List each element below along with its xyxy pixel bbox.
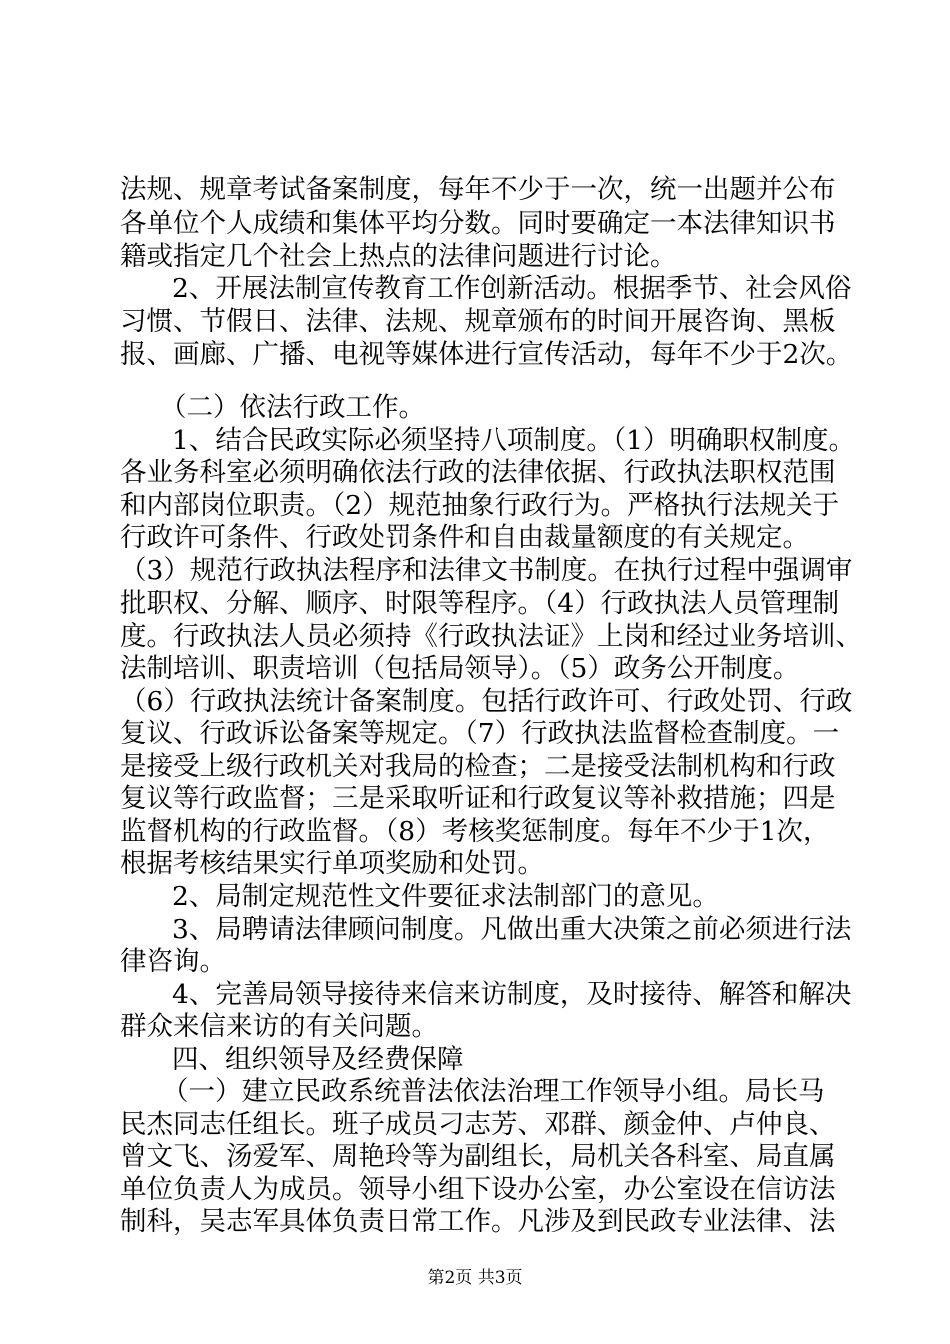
section-heading: 四、组织领导及经费保障 — [172, 1044, 464, 1075]
text-line: 和内部岗位职责。（2）规范抽象行政行为。严格执行法规关于 — [120, 490, 840, 521]
text-line: 批职权、分解、顺序、时限等程序。（4）行政执法人员管理制 — [120, 588, 840, 619]
text-line: 根据考核结果实行单项奖励和处罚。 — [120, 848, 544, 879]
text-line: 法规、规章考试备案制度，每年不少于一次，统一出题并公布 — [120, 174, 836, 205]
section-heading: （二）依法行政工作。 — [160, 392, 425, 423]
text-line: （6）行政执法统计备案制度。包括行政许可、行政处罚、行政 — [120, 686, 853, 717]
text-line: 法制培训、职责培训（包括局领导）。（5）政务公开制度。 — [120, 653, 800, 684]
text-line: 度。行政执法人员必须持《行政执法证》上岗和经过业务培训、 — [120, 621, 862, 652]
text-line: 行政许可条件、行政处罚条件和自由裁量额度的有关规定。 — [120, 522, 809, 553]
text-line: 习惯、节假日、法律、法规、规章颁布的时间开展咨询、黑板 — [120, 306, 836, 337]
text-line: 民杰同志任组长。班子成员刁志芳、邓群、颜金仲、卢仲良、 — [120, 1109, 836, 1140]
text-line: 单位负责人为成员。领导小组下设办公室，办公室设在信访法 — [120, 1174, 836, 1205]
text-line: 曾文飞、汤爱军、周艳玲等为副组长，局机关各科室、局直属 — [120, 1141, 836, 1172]
text-line: 是接受上级行政机关对我局的检查；二是接受法制机构和行政 — [120, 751, 836, 782]
text-line: 复议、行政诉讼备案等规定。（7）行政执法监督检查制度。一 — [120, 718, 840, 749]
text-line: 3、局聘请法律顾问制度。凡做出重大决策之前必须进行法 — [172, 914, 852, 945]
text-line: 各业务科室必须明确依法行政的法律依据、行政执法职权范围 — [120, 457, 836, 488]
text-line: 群众来信来访的有关问题。 — [120, 1011, 438, 1042]
text-line: 监督机构的行政监督。（8）考核奖惩制度。每年不少于1次， — [120, 816, 830, 847]
text-line: 1、结合民政实际必须坚持八项制度。（1）明确职权制度。 — [172, 425, 855, 456]
text-line: （一）建立民政系统普法依法治理工作领导小组。局长马 — [162, 1076, 825, 1107]
text-line: 报、画廊、广播、电视等媒体进行宣传活动，每年不少于2次。 — [120, 339, 853, 370]
text-line: 籍或指定几个社会上热点的法律问题进行讨论。 — [120, 241, 677, 272]
text-line: 各单位个人成绩和集体平均分数。同时要确定一本法律知识书 — [120, 208, 836, 239]
text-line: 2、开展法制宣传教育工作创新活动。根据季节、社会风俗 — [172, 273, 852, 304]
text-line: 律咨询。 — [120, 946, 226, 977]
text-line: 复议等行政监督；三是采取听证和行政复议等补救措施；四是 — [120, 783, 836, 814]
text-line: 4、完善局领导接待来信来访制度，及时接待、解答和解决 — [172, 979, 852, 1010]
page-number-footer: 第2页 共3页 — [427, 1268, 523, 1288]
text-line: （3）规范行政执法程序和法律文书制度。在执行过程中强调审 — [120, 555, 853, 586]
text-line: 2、局制定规范性文件要征求法制部门的意见。 — [172, 881, 719, 912]
text-line: 制科，吴志军具体负责日常工作。凡涉及到民政专业法律、法 — [120, 1206, 836, 1237]
